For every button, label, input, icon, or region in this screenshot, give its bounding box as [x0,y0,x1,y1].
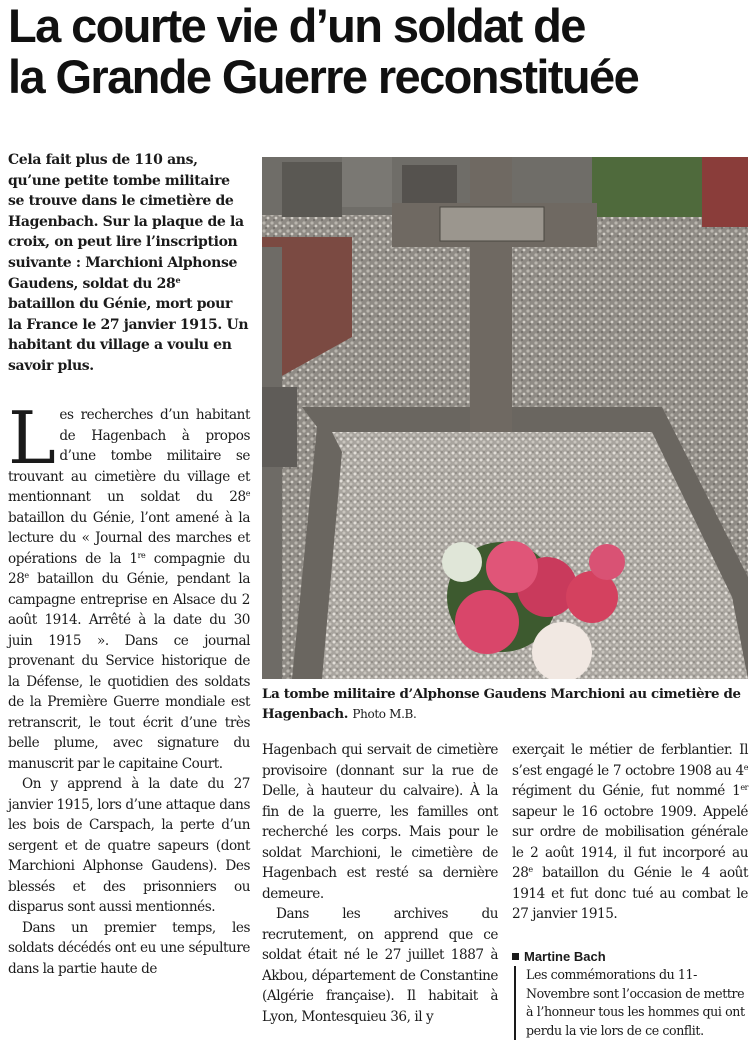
article-column-2 [262,740,498,1027]
drop-cap: L [8,396,56,480]
paragraph: Les recherches d’un habitant de Hagenbach à propos d’une tombe militaire se trouvant au cimetière du village et mentionnant un soldat du 28e bataillon du Génie, l’ont amené à la lecture du « Journal des marches et opérations de la 1re compagnie du 28e bataillon du Génie, pendant la campagne entreprise en Alsace du 2 août 1914. Arrêté à la date du 30 juin 1915 ». Dans ce journal provenant du Service historique de la Défense, le quotidien des soldats de la Première Guerre mondiale est retranscrit, le tout écrit d’une très belle plume, avec signature du manuscrit par le capitaine Court. [8,396,250,772]
sidebar-note: Les commémorations du 11-Novembre sont l’occasion de mettre à l’honneur tous les hommes qui ont perdu la vie lors de ce conflit. [514,966,748,1040]
paragraph: Dans les archives du recrutement, on apprend que ce soldat était né le 27 juillet 1887 à Akbou, département de Constantine (Algérie française). Il habitait à Lyon, Montesquieu 36, il y [262,906,498,1025]
lead-paragraph: Cela fait plus de 110 ans, qu’une petite tombe militaire se trouve dans le cimetière de Hagenbach. Sur la plaque de la croix, on peut lire l’inscription suivante : Marchioni Alphonse Gaudens, soldat du 28e bataillon du Génie, mort pour la France le 27 janvier 1915. Un habitant du village a voulu en savoir plus. [8,152,249,374]
paragraph: exerçait le métier de ferblantier. Il s’est engagé le 7 octobre 1908 au 4e régiment du Génie, fut nommé 1er sapeur le 16 octobre 1909. Appelé sur ordre de mobilisation générale le 2 août 1914, il fut incorporé au 28e bataillon du Génie le 4 août 1914 et fut donc tué au combat le 27 janvier 1915. [512,742,748,922]
paragraph: Dans un premier temps, les soldats décédés ont eu une sépulture dans la partie haute de [8,919,250,977]
paragraph: On y apprend à la date du 27 janvier 1915, lors d’une attaque dans les bois de Carspach, la perte d’un sergent et de quatre sapeurs (dont Marchioni Alphonse Gaudens). Des blessés et des prisonniers ou disparus sont aussi mentionnés. [8,776,250,915]
photo-caption: La tombe militaire d’Alphonse Gaudens Marchioni au cimetière de Hagenbach. Photo M.B. [262,686,741,722]
photo-credit: Photo M.B. [352,707,417,721]
headline [8,0,748,102]
paragraph: Hagenbach qui servait de cimetière provisoire (donnant sur la rue de Delle, à hauteur du calvaire). À la fin de la guerre, les familles ont recherché les corps. Mais pour le soldat Marchioni, le cimetière de Hagenbach est resté sa dernière demeure. [262,742,498,902]
bullet-square-icon [512,953,519,960]
article-column-1 [8,396,250,979]
headline-line-2: la Grande Guerre reconstituée [8,50,639,103]
article-column-3 [512,740,748,925]
author-signature: Martine Bach [512,948,606,966]
grave-photo [262,157,748,679]
headline-line-1: La courte vie d’un soldat de [8,0,585,52]
